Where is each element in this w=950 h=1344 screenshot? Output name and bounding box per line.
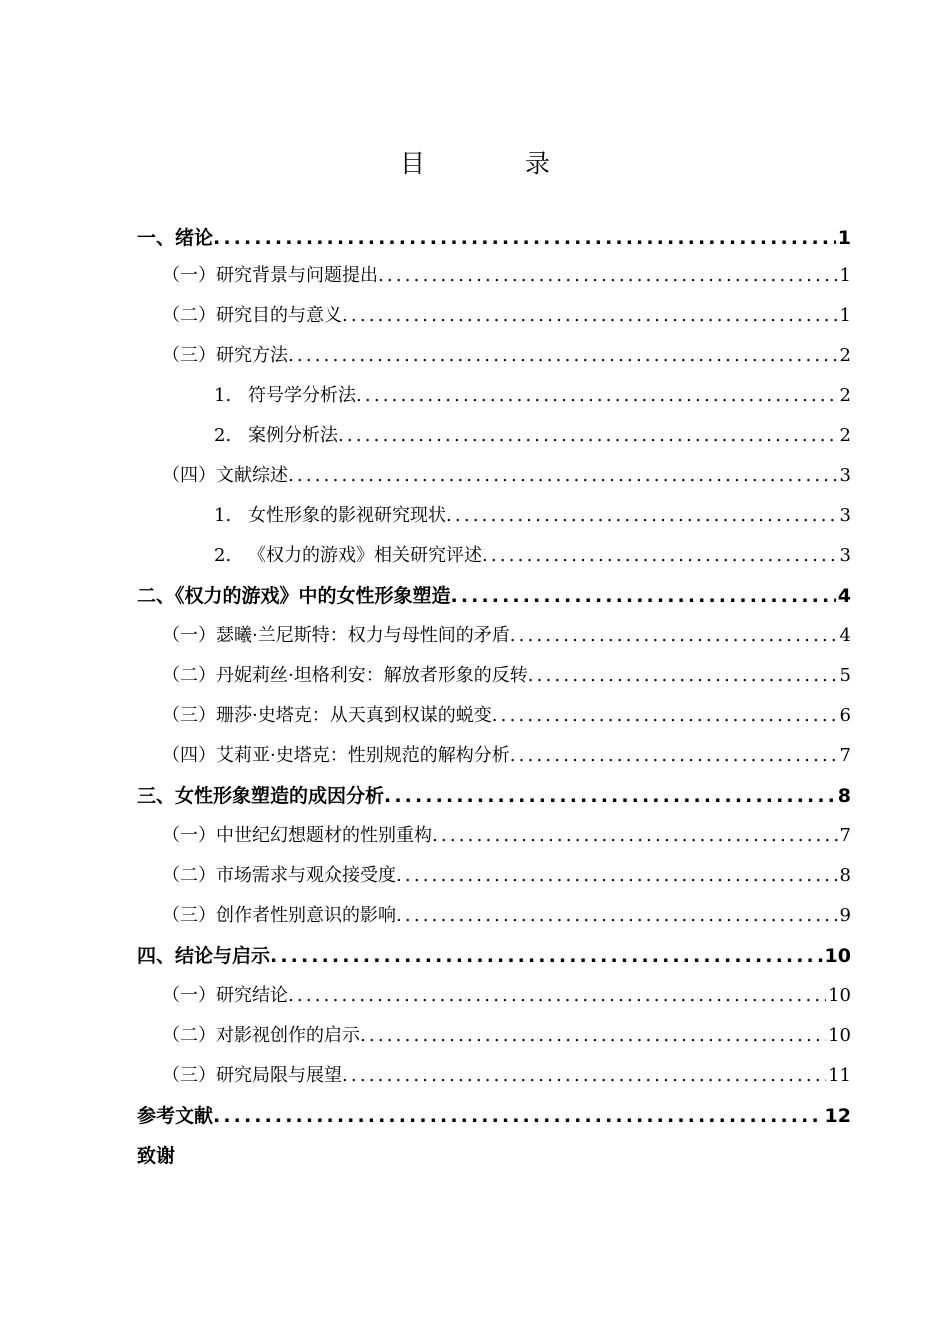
toc-entry-title: 《权力的游戏》相关研究评述 xyxy=(248,545,482,566)
toc-dot-leader xyxy=(482,536,838,576)
toc-page-number: 1 xyxy=(839,265,851,286)
title-char-1: 目 xyxy=(399,149,425,178)
toc-page-number: 10 xyxy=(824,945,851,967)
page-title xyxy=(0,146,950,182)
toc-dot-leader xyxy=(510,736,838,776)
toc-entry-level1[interactable] xyxy=(137,936,851,976)
toc-entry-title: （二）研究目的与意义 xyxy=(162,305,342,326)
toc-entry-label xyxy=(162,856,396,896)
toc-page-number: 10 xyxy=(828,985,851,1006)
toc-dot-leader xyxy=(213,1096,823,1136)
toc-entry-title: （二）丹妮莉丝·坦格利安：解放者形象的反转 xyxy=(162,665,528,686)
toc-dot-leader xyxy=(396,856,838,896)
toc-entry-level3[interactable] xyxy=(214,496,851,536)
toc-entry-level1[interactable] xyxy=(137,1136,851,1176)
toc-entry-title: （一）研究背景与问题提出 xyxy=(162,265,378,286)
toc-page-number: 4 xyxy=(839,625,851,646)
toc-dot-leader xyxy=(528,656,838,696)
toc-entry-title: 二、《权力的游戏》中的女性形象塑造 xyxy=(137,585,451,607)
toc-entry-level3[interactable] xyxy=(214,376,851,416)
toc-entry-level2[interactable] xyxy=(162,296,851,336)
toc-dot-leader xyxy=(342,296,838,336)
toc-page-number: 2 xyxy=(839,345,851,366)
toc-dot-leader xyxy=(288,336,838,376)
toc-entry-level1[interactable] xyxy=(137,576,851,616)
toc-page-number: 6 xyxy=(839,705,851,726)
toc-entry-number: 1. xyxy=(214,385,232,406)
toc-page-number: 11 xyxy=(828,1065,851,1086)
toc-entry-title: 致谢 xyxy=(137,1145,176,1167)
toc-entry-title: （一）中世纪幻想题材的性别重构 xyxy=(162,825,432,846)
toc-entry-label xyxy=(162,736,510,776)
toc-entry-title: （一）研究结论 xyxy=(162,985,288,1006)
toc-entry-level2[interactable] xyxy=(162,856,851,896)
toc-entry-label xyxy=(162,976,288,1016)
toc-dot-leader xyxy=(384,776,836,816)
toc-entry-label xyxy=(162,1016,360,1056)
toc-entry-level2[interactable] xyxy=(162,256,851,296)
toc-entry-title: 一、绪论 xyxy=(137,227,214,249)
toc-dot-leader xyxy=(451,576,836,616)
toc-entry-label xyxy=(162,656,528,696)
toc-entry-label xyxy=(162,896,396,936)
toc-entry-title: 四、结论与启示 xyxy=(137,945,271,967)
toc-page-number: 4 xyxy=(837,585,851,607)
toc-entry-title: （三）创作者性别意识的影响 xyxy=(162,905,396,926)
toc-entry-level2[interactable] xyxy=(162,896,851,936)
toc-dot-leader xyxy=(432,816,838,856)
toc-entry-level2[interactable] xyxy=(162,656,851,696)
toc-entry-level3[interactable] xyxy=(214,536,851,576)
toc-entry-level2[interactable] xyxy=(162,336,851,376)
toc-page-number: 3 xyxy=(839,465,851,486)
toc-entry-level1[interactable] xyxy=(137,1096,851,1136)
toc-entry-level2[interactable] xyxy=(162,976,851,1016)
toc-dot-leader xyxy=(338,416,838,456)
toc-entry-label xyxy=(162,456,288,496)
toc-entry-label xyxy=(162,296,342,336)
toc-entry-title: （三）珊莎·史塔克：从天真到权谋的蜕变 xyxy=(162,705,492,726)
toc-entry-level3[interactable] xyxy=(214,416,851,456)
toc-page-number: 3 xyxy=(839,505,851,526)
toc-entry-number: 2. xyxy=(214,545,232,566)
toc-dot-leader xyxy=(378,256,838,296)
toc-entry-label xyxy=(214,416,338,456)
toc-page-number: 7 xyxy=(839,825,851,846)
toc-page-number: 2 xyxy=(839,425,851,446)
toc-entry-level2[interactable] xyxy=(162,816,851,856)
toc-entry-title: 三、女性形象塑造的成因分析 xyxy=(137,785,385,807)
toc-entry-level2[interactable] xyxy=(162,1056,851,1096)
toc-entry-label xyxy=(137,576,451,616)
toc-entry-label xyxy=(137,776,384,816)
toc-entry-label xyxy=(214,496,446,536)
toc-dot-leader xyxy=(288,976,826,1016)
toc-entry-title: （四）艾莉亚·史塔克：性别规范的解构分析 xyxy=(162,745,510,766)
toc-entry-label xyxy=(162,816,432,856)
toc-entry-label xyxy=(137,218,213,258)
toc-entry-level2[interactable] xyxy=(162,456,851,496)
toc-entry-number: 2. xyxy=(214,425,232,446)
toc-page-number: 1 xyxy=(839,305,851,326)
toc-dot-leader xyxy=(492,696,838,736)
toc-entry-label xyxy=(162,256,378,296)
toc-entry-title: 符号学分析法 xyxy=(248,385,356,406)
toc-entry-label xyxy=(162,696,492,736)
toc-page-number: 12 xyxy=(824,1105,851,1127)
toc-entry-level1[interactable] xyxy=(137,218,851,258)
toc-entry-title: （三）研究局限与展望 xyxy=(162,1065,342,1086)
toc-entry-title: （一）瑟曦·兰尼斯特：权力与母性间的矛盾 xyxy=(162,625,510,646)
toc-entry-label xyxy=(162,1056,342,1096)
toc-entry-level2[interactable] xyxy=(162,616,851,656)
toc-page-number: 2 xyxy=(839,385,851,406)
toc-page-number: 10 xyxy=(828,1025,851,1046)
toc-entry-label xyxy=(214,536,482,576)
toc-dot-leader xyxy=(288,456,838,496)
toc-page-number: 1 xyxy=(837,227,851,249)
toc-entry-level2[interactable] xyxy=(162,736,851,776)
toc-dot-leader xyxy=(360,1016,826,1056)
toc-entry-level2[interactable] xyxy=(162,696,851,736)
toc-entry-label xyxy=(137,1136,175,1176)
toc-entry-title: 案例分析法 xyxy=(248,425,338,446)
toc-page-number: 3 xyxy=(839,545,851,566)
toc-page-number: 8 xyxy=(839,865,851,886)
toc-entry-title: （四）文献综述 xyxy=(162,465,288,486)
toc-entry-label xyxy=(137,936,270,976)
toc-dot-leader xyxy=(342,1056,826,1096)
toc-entry-number: 1. xyxy=(214,505,232,526)
toc-page-number: 7 xyxy=(839,745,851,766)
toc-entry-level1[interactable] xyxy=(137,776,851,816)
toc-dot-leader xyxy=(270,936,823,976)
toc-entry-label xyxy=(162,616,510,656)
toc-entry-title: （三）研究方法 xyxy=(162,345,288,366)
toc-entry-title: 参考文献 xyxy=(137,1105,214,1127)
toc-page-number: 9 xyxy=(839,905,851,926)
toc-entry-title: 女性形象的影视研究现状 xyxy=(248,505,446,526)
toc-entry-level2[interactable] xyxy=(162,1016,851,1056)
toc-dot-leader xyxy=(356,376,838,416)
toc-entry-label xyxy=(214,376,356,416)
toc-dot-leader xyxy=(510,616,838,656)
toc-entry-title: （二）对影视创作的启示 xyxy=(162,1025,360,1046)
toc-dot-leader xyxy=(396,896,838,936)
toc-entry-label xyxy=(162,336,288,376)
title-char-2: 录 xyxy=(525,149,551,178)
toc-page-number: 5 xyxy=(839,665,851,686)
toc-dot-leader xyxy=(446,496,838,536)
toc-dot-leader xyxy=(213,218,836,258)
toc-entry-title: （二）市场需求与观众接受度 xyxy=(162,865,396,886)
toc-entry-label xyxy=(137,1096,213,1136)
toc-page-number: 8 xyxy=(837,785,851,807)
